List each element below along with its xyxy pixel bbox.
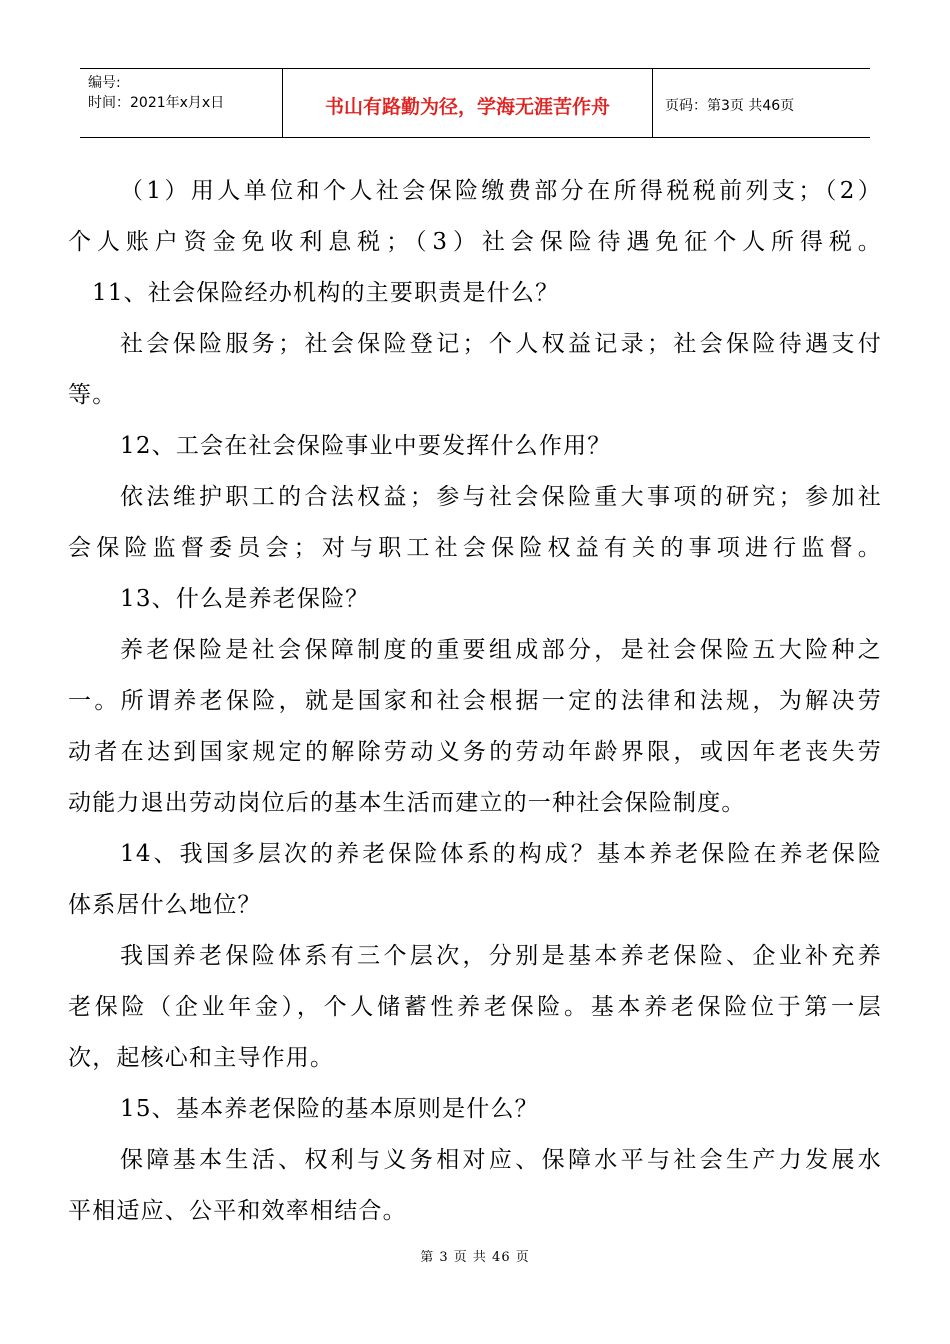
header-motto: 书山有路勤为径，学海无涯苦作舟 <box>283 69 653 137</box>
question-line: 体系居什么地位？ <box>68 892 262 918</box>
answer-line: 保障基本生活、权利与义务相对应、保障水平与社会生产力发展水 <box>120 1147 882 1173</box>
time-label: 时间：2021年x月x日 <box>88 95 225 111</box>
answer-line: （1）用人单位和个人社会保险缴费部分在所得税税前列支；（2） <box>120 178 882 204</box>
answer-line: 老保险（企业年金），个人储蓄性养老保险。基本养老保险位于第一层 <box>68 994 882 1020</box>
answer-line: 社会保险服务；社会保险登记；个人权益记录；社会保险待遇支付 <box>120 331 882 357</box>
answer-line: 次，起核心和主导作用。 <box>68 1045 335 1071</box>
header-page-info: 页码：第3页 共46页 <box>665 98 795 114</box>
answer-line: 我国养老保险体系有三个层次，分别是基本养老保险、企业补充养 <box>120 943 882 969</box>
header-meta-cell <box>80 69 283 137</box>
answer-line: 一。所谓养老保险，就是国家和社会根据一定的法律和法规，为解决劳 <box>68 688 882 714</box>
answer-line: 动者在达到国家规定的解除劳动义务的劳动年龄界限，或因年老丧失劳 <box>68 739 882 765</box>
answer-line: 个人账户资金免收利息税；（3）社会保险待遇免征个人所得税。 <box>68 229 882 255</box>
answer-line: 等。 <box>68 382 117 408</box>
question-line: 15、基本养老保险的基本原则是什么？ <box>120 1096 539 1122</box>
page-header <box>80 68 870 138</box>
document-body <box>68 166 882 1237</box>
answer-line: 平相适应、公平和效率相结合。 <box>68 1198 407 1224</box>
question-line: 11、社会保险经办机构的主要职责是什么？ <box>92 280 560 306</box>
page-footer: 第 3 页 共 46 页 <box>420 1250 530 1265</box>
answer-line: 养老保险是社会保障制度的重要组成部分，是社会保险五大险种之 <box>120 637 882 663</box>
question-line: 12、工会在社会保险事业中要发挥什么作用？ <box>120 433 612 459</box>
question-line: 13、什么是养老保险？ <box>120 586 370 612</box>
answer-line: 会保险监督委员会；对与职工社会保险权益有关的事项进行监督。 <box>68 535 882 561</box>
question-line: 14、我国多层次的养老保险体系的构成？基本养老保险在养老保险 <box>120 841 882 867</box>
answer-line: 动能力退出劳动岗位后的基本生活而建立的一种社会保险制度。 <box>68 790 746 816</box>
answer-line: 依法维护职工的合法权益；参与社会保险重大事项的研究；参加社 <box>120 484 882 510</box>
serial-number-label: 编号: <box>88 75 121 91</box>
